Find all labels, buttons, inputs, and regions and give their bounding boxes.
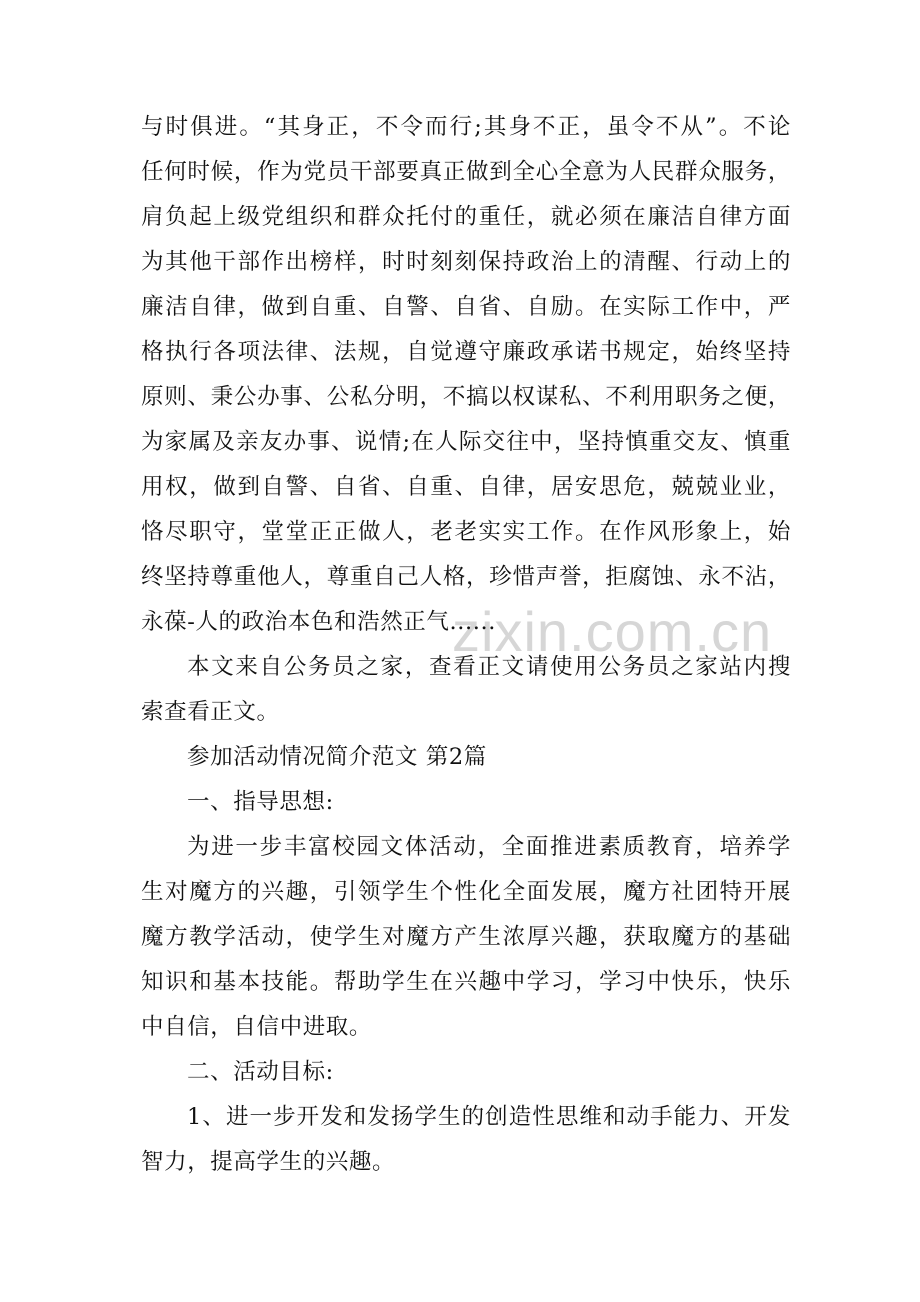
section-title: 参加活动情况简介范文 第2篇 <box>187 744 487 770</box>
body-text-line: 1、进一步开发和发扬学生的创造性思维和动手能力、开发 <box>187 1104 791 1130</box>
body-text-line: 恪尽职守，堂堂正正做人，老老实实工作。在作风形象上，始 <box>141 519 791 545</box>
body-text-line: 终坚持尊重他人，尊重自己人格，珍惜声誉，拒腐蚀、永不沾， <box>141 564 791 590</box>
body-text-line: 格执行各项法律、法规，自觉遵守廉政承诺书规定，始终坚持 <box>141 339 791 365</box>
body-text-line: 任何时候，作为党员干部要真正做到全心全意为人民群众服务， <box>141 159 791 185</box>
body-text-line: 用权，做到自警、自省、自重、自律，居安思危，兢兢业业， <box>141 474 791 500</box>
body-text-line: 为进一步丰富校园文体活动，全面推进素质教育，培养学 <box>187 834 791 860</box>
source-note-line: 本文来自公务员之家，查看正文请使用公务员之家站内搜 <box>187 654 791 680</box>
heading-activity-goals: 二、活动目标: <box>187 1059 334 1085</box>
watermark: zixin.com.cn <box>452 600 773 663</box>
heading-guiding-ideology: 一、指导思想: <box>187 789 334 815</box>
body-text-line: 智力，提高学生的兴趣。 <box>141 1149 396 1175</box>
body-text-line: 原则、秉公办事、公私分明，不搞以权谋私、不利用职务之便， <box>141 384 791 410</box>
body-text-line: 魔方教学活动，使学生对魔方产生浓厚兴趣，获取魔方的基础 <box>141 924 791 950</box>
body-text-line: 廉洁自律，做到自重、自警、自省、自励。在实际工作中，严 <box>141 294 791 320</box>
body-text-line: 为家属及亲友办事、说情;在人际交往中，坚持慎重交友、慎重 <box>141 429 791 455</box>
body-text-line: 永葆-人的政治本色和浩然正气...... <box>141 609 497 635</box>
body-text-line: 知识和基本技能。帮助学生在兴趣中学习，学习中快乐，快乐 <box>141 969 791 995</box>
body-text-line: 中自信，自信中进取。 <box>141 1014 373 1040</box>
source-note-line: 索查看正文。 <box>141 699 280 725</box>
body-text-line: 为其他干部作出榜样，时时刻刻保持政治上的清醒、行动上的 <box>141 249 791 275</box>
body-text-line: 生对魔方的兴趣，引领学生个性化全面发展，魔方社团特开展 <box>141 879 791 905</box>
body-text-line: 与时俱进。“其身正，不令而行;其身不正，虽令不从”。不论 <box>141 114 791 140</box>
body-text-line: 肩负起上级党组织和群众托付的重任，就必须在廉洁自律方面 <box>141 204 791 230</box>
